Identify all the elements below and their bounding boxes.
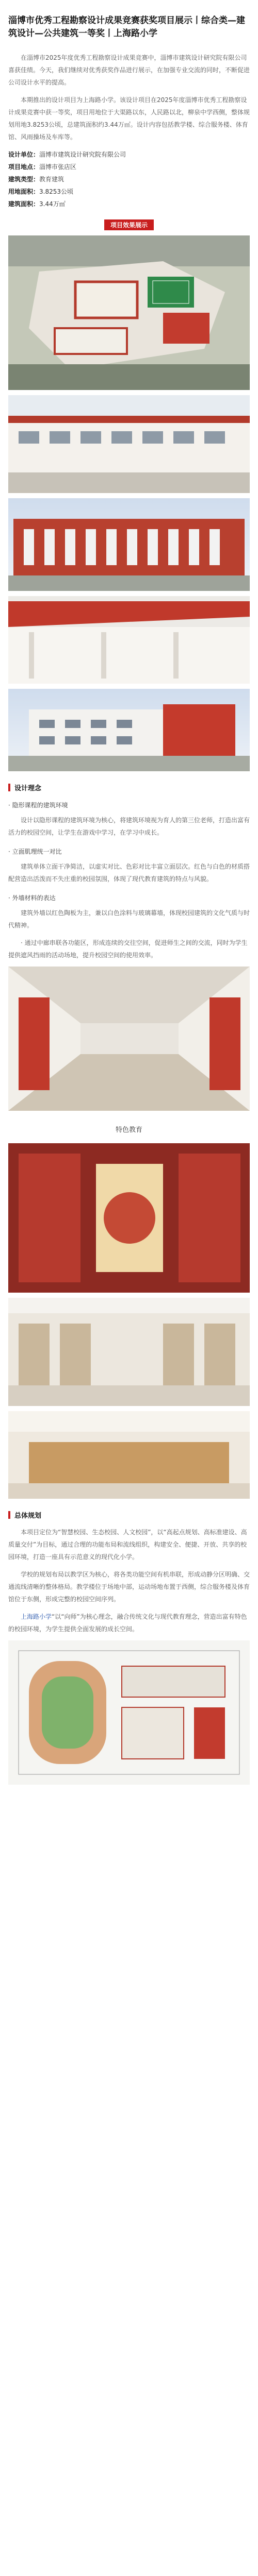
info-row: 用地面积：3.8253公顷 (8, 188, 74, 195)
planning-paragraph: 上海路小学“以“向师”为核心理念，融合传统文化与现代教育理念，营造出富有特色的校园环境，为学生提供全面发展的成长空间。 (8, 1613, 247, 1633)
planning-paragraph: 学校的规划布局以教学区为核心，将各类功能空间有机串联，形成动静分区明确、交通流线清晰的整体格局。教学楼位于场地中部，运动场地布置于西侧，综合服务楼及体育馆位于东侧，形成完整的校园空间序列。 (8, 1571, 250, 1603)
design-subtitle: · 立面肌理统一对比 (8, 848, 62, 855)
info-row: 建筑类型：教育建筑 (8, 176, 64, 183)
interior-photo (8, 967, 250, 1111)
courtyard-photo (8, 395, 250, 493)
section-bar (8, 1511, 10, 1519)
canopy-photo (8, 596, 250, 684)
section-title: 设计理念 (14, 785, 42, 792)
exterior-photo (8, 689, 250, 771)
section-badge: 项目效果展示 (104, 219, 154, 230)
design-paragraph: 设计以隐形课程的建筑环境为核心，将建筑环境视为育人的第三位老师，打造出富有活力的校园空间，让学生在游戏中学习，在学习中成长。 (8, 817, 250, 836)
design-subtitle: · 外墙材料的表达 (8, 894, 56, 902)
article-title: 淄博市优秀工程勘察设计成果竞赛获奖项目展示丨综合类—建筑设计—公共建筑一等奖丨上海路小学 (8, 15, 245, 39)
info-row: 建筑面积：3.44万㎡ (8, 200, 66, 208)
design-section-header (8, 783, 250, 792)
section-badge-wrap (8, 219, 250, 230)
facade-photo (8, 498, 250, 591)
design-subtitle: · 隐形课程的建筑环境 (8, 802, 68, 809)
design-paragraph: 建筑单体立面干净简洁，以虚实对比、色彩对比丰富立面层次。红色与白色的材质搭配营造出活泼而不失庄重的校园氛围，体现了现代教育建筑的特点与风貌。 (8, 863, 250, 883)
design-paragraph: · 通过中廊串联各功能区，形成连续的交往空间，促进师生之间的交流，同时为学生提供遮风挡雨的活动场地，提升校园空间的使用效率。 (8, 939, 248, 959)
info-row: 项目地点：淄博市张店区 (8, 163, 77, 171)
section-bar (8, 784, 10, 791)
site-plan (8, 1640, 250, 1785)
hall-photo (8, 1411, 250, 1499)
section-title: 总体规划 (14, 1512, 42, 1520)
intro-paragraph: 在淄博市2025年度优秀工程勘察设计成果竞赛中，淄博市建筑设计研究院有限公司喜获佳绩。今天，我们继续对优秀获奖作品进行展示，在加强专业交流的同时，不断促进公司设计水平的提高。 (8, 54, 250, 86)
intro-paragraph: 本期推出的设计项目为上海路小学。该设计项目在2025年度淄博市优秀工程勘察设计成果竞赛中获一等奖，项目用地位于大渠路以东，人民路以北，柳泉中学西侧，整体规划用地3.8253公顷，总建筑面积约3.44万㎡。设计内容包括教学楼、综合服务楼、体育馆、风雨操场及车库等。 (8, 96, 250, 141)
school-name-link[interactable]: 上海路小学 (21, 1613, 52, 1620)
feature-photo (8, 1143, 250, 1293)
planning-paragraph: 本项目定位为“智慧校园、生态校园、人文校园”，以“高起点规划、高标准建设、高质量交付”为目标，通过合理的功能布局和流线组织，构建安全、便捷、开放、共享的校园环境，打造一座具有示范意义的现代化小学。 (8, 1529, 247, 1561)
feature-title: 特色教育 (115, 1126, 142, 1134)
planning-section-header (8, 1510, 250, 1520)
design-paragraph: 建筑外墙以红色陶板为主，兼以白色涂料与玻璃幕墙，体现校园建筑的文化气质与时代精神。 (8, 909, 250, 929)
aerial-photo (8, 235, 250, 390)
project-info (8, 148, 250, 210)
intro (8, 52, 250, 143)
library-photo (8, 1298, 250, 1406)
info-row: 设计单位：淄博市建筑设计研究院有限公司 (8, 151, 126, 158)
